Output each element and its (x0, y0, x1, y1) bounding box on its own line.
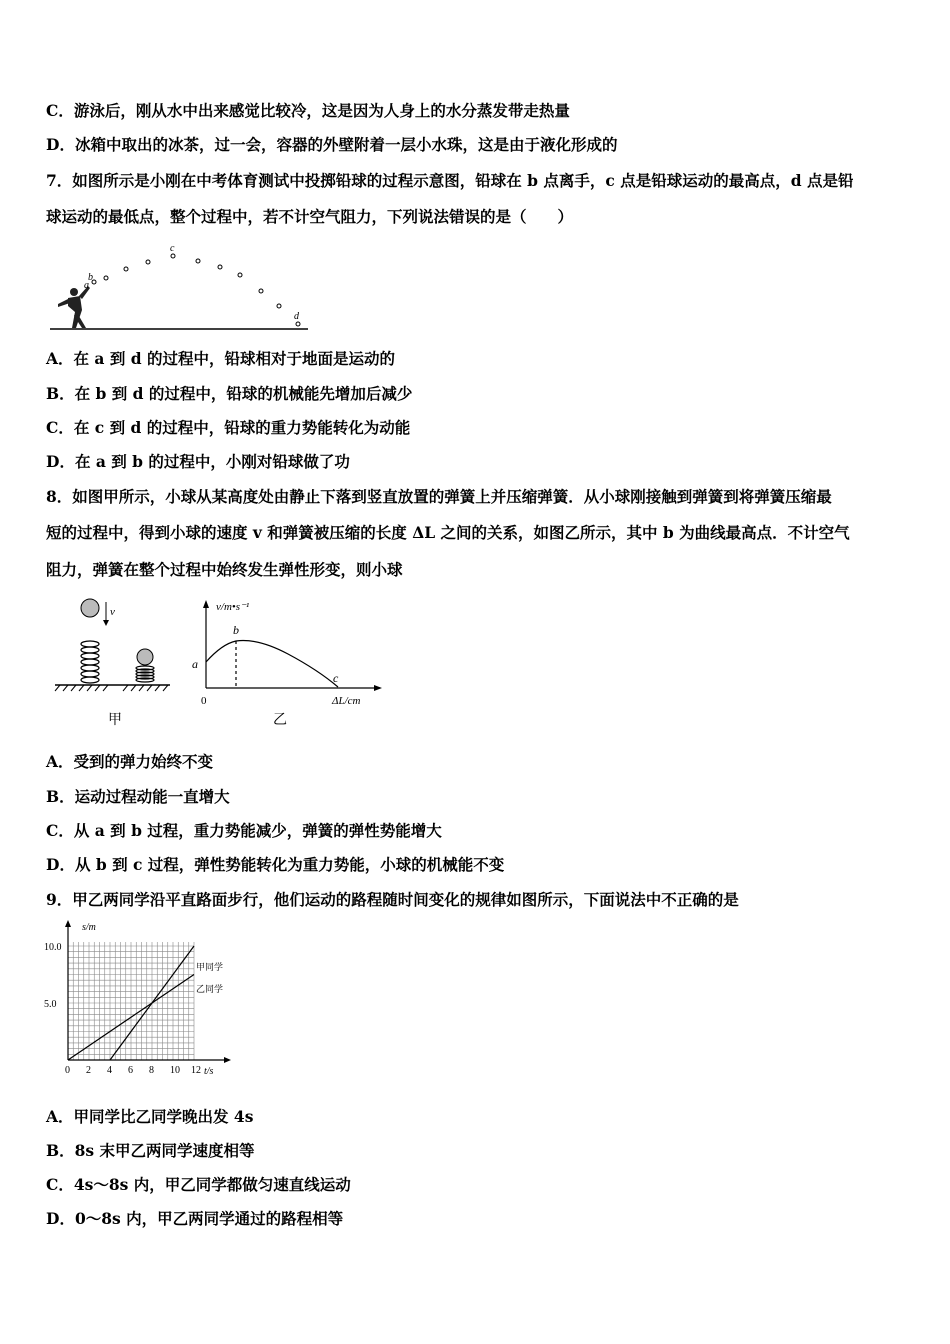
y-axis-arrow (65, 920, 71, 927)
y-tick-label: 5.0 (44, 999, 57, 1010)
trajectory-dots (92, 254, 300, 326)
q7-option-b: B．在 b 到 d 的过程中，铅球的机械能先增加后减少 (46, 384, 413, 403)
q8-option-c: C．从 a 到 b 过程，重力势能减少，弹簧的弹性势能增大 (46, 821, 442, 840)
series-label-jia: 甲同学 (196, 962, 224, 972)
yi-origin: 0 (201, 695, 207, 707)
q8-option-d: D．从 b 到 c 过程，弹性势能转化为重力势能，小球的机械能不变 (46, 855, 505, 874)
chart-grid (68, 942, 194, 1060)
q7-stem-line1: 7．如图所示是小刚在中考体育测试中投掷铅球的过程示意图，铅球在 b 点离手，c 点是铅球运动的最高点，d 点是铅 (46, 171, 854, 190)
q8-figure-jia (50, 596, 180, 732)
q9-option-a: A．甲同学比乙同学晚出发 4s (46, 1107, 254, 1126)
x-tick-label: 4 (107, 1065, 112, 1076)
q7-shot-put-figure (46, 236, 316, 336)
x-axis-arrow (224, 1057, 231, 1063)
caption-yi: 乙 (273, 713, 287, 728)
label-c: c (170, 243, 175, 254)
label-a: a (84, 280, 89, 291)
yi-ylabel: v/m•s⁻¹ (216, 601, 250, 613)
q7-option-c: C．在 c 到 d 的过程中，铅球的重力势能转化为动能 (46, 418, 411, 437)
q9-stem: 9．甲乙两同学沿平直路面步行，他们运动的路程随时间变化的规律如图所示，下面说法中不正确的是 (46, 890, 739, 909)
yi-point-c: c (333, 671, 339, 685)
q9-option-b: B．8s 末甲乙两同学速度相等 (46, 1141, 255, 1160)
x-tick-label: 8 (149, 1065, 154, 1076)
chart-xlabel: t/s (204, 1066, 214, 1077)
x-tick-label: 10 (170, 1065, 180, 1076)
label-b: b (88, 272, 93, 283)
q8-option-a: A．受到的弹力始终不变 (46, 752, 214, 771)
x-tick-label: 0 (65, 1065, 70, 1076)
yi-point-a: a (192, 657, 198, 671)
q8-figure-yi (188, 596, 388, 732)
yi-xlabel: ΔL/cm (332, 695, 361, 707)
q6-option-d: D．冰箱中取出的冰茶，过一会，容器的外壁附着一层小水珠，这是由于液化形成的 (46, 135, 618, 154)
series-label-yi: 乙同学 (196, 984, 224, 994)
q8-stem-line2: 短的过程中，得到小球的速度 v 和弹簧被压缩的长度 ΔL 之间的关系，如图乙所示，其中 b 为曲线最高点．不计空气 (46, 523, 850, 542)
q8-stem-line1: 8．如图甲所示，小球从某高度处由静止下落到竖直放置的弹簧上并压缩弹簧．从小球刚接触到弹簧到将弹簧压缩最 (46, 487, 832, 506)
velocity-curve (206, 641, 338, 687)
q7-option-a: A．在 a 到 d 的过程中，铅球相对于地面是运动的 (46, 349, 395, 368)
x-tick-label: 6 (128, 1065, 133, 1076)
q7-option-d: D．在 a 到 b 的过程中，小刚对铅球做了功 (46, 452, 350, 471)
x-tick-label: 12 (191, 1065, 201, 1076)
yi-point-b: b (233, 623, 239, 637)
athlete-silhouette (58, 286, 90, 328)
q6-option-c: C．游泳后，刚从水中出来感觉比较冷，这是因为人身上的水分蒸发带走热量 (46, 101, 570, 120)
q8-option-b: B．运动过程动能一直增大 (46, 787, 230, 806)
q9-distance-time-chart (44, 918, 234, 1080)
x-tick-label: 2 (86, 1065, 91, 1076)
label-d: d (294, 311, 299, 322)
chart-ylabel: s/m (82, 922, 96, 933)
q8-stem-line3: 阻力，弹簧在整个过程中始终发生弹性形变，则小球 (46, 560, 403, 579)
caption-jia: 甲 (108, 713, 122, 728)
spring-uncompressed (81, 641, 99, 683)
spring-compressed (136, 666, 154, 682)
y-tick-label: 10.0 (44, 942, 62, 953)
q9-option-c: C．4s～8s 内，甲乙同学都做匀速直线运动 (46, 1175, 351, 1194)
q9-option-d: D．0～8s 内，甲乙两同学通过的路程相等 (46, 1209, 344, 1228)
q7-stem-line2: 球运动的最低点，整个过程中，若不计空气阻力，下列说法错误的是（ ） (46, 207, 574, 226)
velocity-label: v (110, 606, 115, 618)
